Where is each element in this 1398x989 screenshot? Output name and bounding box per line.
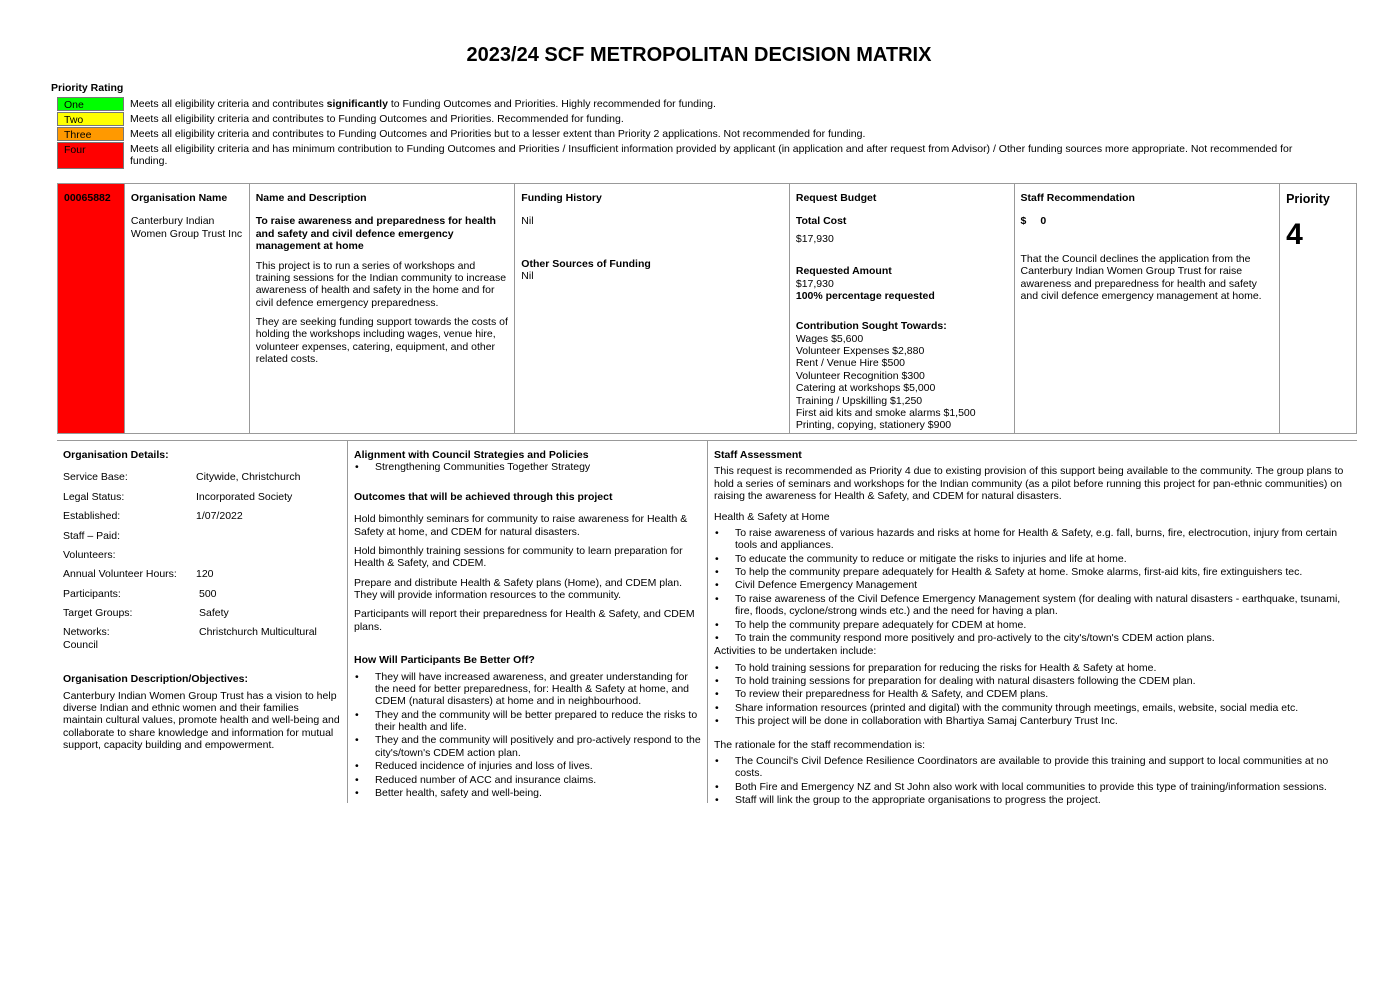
staff-recommendation-header: Staff Recommendation — [1020, 192, 1135, 204]
staff-assessment-heading: Staff Assessment — [714, 449, 802, 461]
list-item: • To review their preparedness for Health & Safety, and CDEM plans. — [714, 688, 1351, 700]
list-item: • To help the community prepare adequately for Health & Safety at home. Smoke alarms, first-aid kits, fire extinguishers tec. — [714, 566, 1351, 578]
priority-description: Meets all eligibility criteria and contributes to Funding Outcomes and Priorities. Recommended for funding. — [130, 113, 624, 125]
detail-row: Established: 1/07/2022 — [63, 510, 243, 523]
list-item: • To educate the community to reduce or mitigate the risks to injuries and life at home. — [714, 553, 1351, 565]
application-id: 00065882 — [64, 192, 111, 204]
request-budget-cell — [790, 184, 1015, 433]
detail-row: Staff – Paid: — [63, 529, 121, 542]
list-item: • Share information resources (printed and digital) with the community through meetings, emails, website, social media etc. — [714, 702, 1351, 714]
networks-continued: Council — [63, 638, 99, 651]
activities-list — [714, 662, 1351, 728]
better-off-list — [354, 671, 701, 800]
outcome-paragraph: Participants will report their preparedness for Health & Safety, and CDEM plans. — [354, 608, 695, 633]
description-paragraph: This project is to run a series of workshops and training sessions for the Indian community to increase awareness of health and safety in the home and for civil defence emergency preparedness. — [255, 259, 507, 309]
staff-assessment-column — [708, 441, 1357, 806]
list-item: • To help the community prepare adequately for CDEM at home. — [714, 619, 1351, 631]
priority-rating-legend — [57, 97, 1307, 170]
priority-cell — [1280, 184, 1356, 433]
detail-row: Service Base: Citywide, Christchurch — [63, 471, 301, 484]
detail-row: Participants: 500 — [63, 587, 217, 600]
outcome-paragraph: Prepare and distribute Health & Safety plans (Home), and CDEM plan. They will provide information resources to the community. — [354, 576, 682, 601]
contribution-item: Rent / Venue Hire $500 — [795, 357, 906, 370]
list-item: • They and the community will be better prepared to reduce the risks to their health and life. — [354, 709, 701, 734]
contribution-item: Printing, copying, stationery $900 — [795, 419, 952, 432]
list-item: • This project will be done in collaboration with Bhartiya Samaj Canterbury Trust Inc. — [714, 715, 1351, 727]
contribution-item: Wages $5,600 — [795, 332, 864, 345]
priority-swatch: Three — [57, 127, 124, 141]
priority-description: Meets all eligibility criteria and contributes to Funding Outcomes and Priorities but to a lesser extent than Priority 2 applications. Not recommended for funding. — [130, 128, 866, 140]
application-id-cell — [58, 184, 125, 433]
description-cell — [250, 184, 516, 433]
contribution-item: Catering at workshops $5,000 — [795, 382, 936, 395]
list-item: • Strengthening Communities Together Strategy — [354, 461, 701, 473]
list-item: • Staff will link the group to the appropriate organisations to progress the project. — [714, 794, 1351, 806]
detail-row: Volunteers: — [63, 548, 116, 561]
activities-heading: Activities to be undertaken include: — [714, 645, 877, 658]
total-cost-label: Total Cost — [795, 215, 847, 228]
staff-recommendation-text: That the Council declines the application from the Canterbury Indian Women Group Trust for raise awareness and preparedness for health and safety and civil defence emergency management at home. — [1020, 252, 1262, 302]
staff-assessment-intro: This request is recommended as Priority 4 due to existing provision of this support being available to the community. The group plans to hold a series of seminars and workshops for the Indian community (as a pilot before running this project for pan-ethnic communities) on raising the awareness for Health & Safety, and CDEM for natural disasters. — [714, 465, 1344, 503]
organisation-name-header: Organisation Name — [130, 192, 228, 204]
detail-row: Target Groups: Safety — [63, 607, 229, 619]
funding-history-value: Nil — [521, 215, 534, 228]
list-item: • Reduced number of ACC and insurance claims. — [354, 774, 701, 786]
staff-recommendation-amount: $ 0 — [1020, 215, 1047, 228]
contribution-item: First aid kits and smoke alarms $1,500 — [795, 406, 976, 419]
alignment-list — [354, 461, 701, 473]
priority-swatch: One — [57, 97, 124, 111]
staff-recommendation-cell — [1015, 184, 1281, 433]
rationale-list — [714, 755, 1351, 807]
list-item: • To hold training sessions for preparation for dealing with natural disasters following the CDEM plan. — [714, 675, 1351, 687]
better-off-heading: How Will Participants Be Better Off? — [354, 654, 535, 667]
request-budget-header: Request Budget — [795, 192, 877, 204]
detail-row: Networks: Christchurch Multicultural — [63, 626, 317, 639]
objectives-heading: Organisation Description/Objectives: — [63, 673, 248, 686]
priority-row-three — [57, 127, 1307, 141]
contribution-item: Volunteer Recognition $300 — [795, 369, 925, 382]
organisation-details-heading: Organisation Details: — [63, 449, 169, 461]
priority-description: Meets all eligibility criteria and contributes significantly to Funding Outcomes and Priorities. Highly recommended for funding. — [130, 98, 716, 110]
funding-history-cell — [515, 184, 790, 433]
priority-row-one — [57, 97, 1307, 111]
other-sources-header: Other Sources of Funding — [521, 257, 651, 270]
priority-description: Meets all eligibility criteria and has minimum contribution to Funding Outcomes and Priorities / Insufficient information provided by applicant (in application and after request from Advisor) / Other funding sources more appropriate. Not recommended for funding. — [130, 143, 1293, 167]
application-summary-table — [57, 183, 1357, 434]
priority-swatch: Two — [57, 112, 124, 126]
contribution-label: Contribution Sought Towards: — [795, 320, 947, 333]
priority-value: 4 — [1286, 217, 1303, 251]
organisation-name: Canterbury Indian Women Group Trust Inc — [130, 215, 243, 240]
list-item: • To raise awareness of various hazards and risks at home for Health & Safety, e.g. fall, burns, fire, electrocution, injury from certain tools and appliances. — [714, 527, 1351, 552]
hs-list — [714, 527, 1351, 644]
list-item: • To hold training sessions for preparation for reducing the risks for Health & Safety at home. — [714, 662, 1351, 674]
outcome-paragraph: Hold bimonthly seminars for community to raise awareness for Health & Safety at home, and CDEM for natural disasters. — [354, 513, 688, 538]
priority-header: Priority — [1286, 192, 1330, 206]
priority-row-two — [57, 112, 1307, 126]
requested-amount-label: Requested Amount — [795, 265, 892, 278]
list-item: • Both Fire and Emergency NZ and St John also work with local communities to provide this type of training/information sessions. — [714, 781, 1351, 793]
list-item: • Better health, safety and well-being. — [354, 787, 701, 799]
organisation-details-column — [57, 441, 348, 803]
page-title: 2023/24 SCF METROPOLITAN DECISION MATRIX — [466, 44, 932, 66]
list-item: • The Council's Civil Defence Resilience Coordinators are available to provide this training and support to local communities at no costs. — [714, 755, 1351, 780]
details-section — [57, 440, 1357, 806]
alignment-heading: Alignment with Council Strategies and Policies — [354, 449, 589, 461]
hs-heading: Health & Safety at Home — [714, 510, 830, 523]
alignment-column — [348, 441, 708, 803]
list-item: • To raise awareness of the Civil Defence Emergency Management system (for dealing with natural disasters - earthquake, tsunami, fire, floods, cyclone/strong winds etc.) and the need for having a plan. — [714, 593, 1351, 618]
list-item: • They will have increased awareness, and greater understanding for the need for better preparedness, for: Health & Safety at home, and CDEM (natural disasters) at home and in neighbourhood. — [354, 671, 701, 708]
priority-rating-heading: Priority Rating — [51, 82, 124, 94]
requested-amount-value: $17,930 — [795, 277, 834, 290]
list-item: • They and the community will positively and pro-actively respond to the city's/town's CDEM action plan. — [354, 734, 701, 759]
project-title: To raise awareness and preparedness for health and safety and civil defence emergency management at home — [255, 215, 496, 253]
outcome-paragraph: Hold bimonthly training sessions for community to learn preparation for Health & Safety, and CDEM. — [354, 544, 683, 570]
list-item: • Reduced incidence of injuries and loss of lives. — [354, 760, 701, 772]
other-sources-value: Nil — [521, 270, 534, 283]
description-paragraph: They are seeking funding support towards the costs of holding the workshops including wages, venue hire, volunteer expenses, catering, equipment, and other related costs. — [255, 316, 508, 366]
priority-swatch: Four — [57, 142, 124, 169]
organisation-cell — [125, 184, 250, 433]
list-item: • To train the community respond more positively and pro-actively to the city's/town's CDEM action plans. — [714, 632, 1351, 644]
outcomes-heading: Outcomes that will be achieved through this project — [354, 490, 613, 503]
list-item: • Civil Defence Emergency Management — [714, 579, 1351, 591]
detail-row: Annual Volunteer Hours: 120 — [63, 568, 214, 581]
contribution-item: Volunteer Expenses $2,880 — [795, 345, 925, 357]
rationale-heading: The rationale for the staff recommendation is: — [714, 738, 926, 751]
funding-history-header: Funding History — [521, 192, 602, 204]
description-header: Name and Description — [255, 192, 367, 204]
total-cost-value: $17,930 — [795, 232, 834, 245]
contribution-item: Training / Upskilling $1,250 — [795, 394, 923, 407]
requested-percentage: 100% percentage requested — [795, 289, 935, 302]
detail-row: Legal Status: Incorporated Society — [63, 490, 293, 503]
priority-row-four — [57, 142, 1307, 169]
objectives-text: Canterbury Indian Women Group Trust has a vision to help diverse Indian and ethnic women and their families maintain cultural values, promote health and well-being and collaborate to share knowledge and information for mutual support, capacity building and empowerment. — [63, 689, 340, 751]
